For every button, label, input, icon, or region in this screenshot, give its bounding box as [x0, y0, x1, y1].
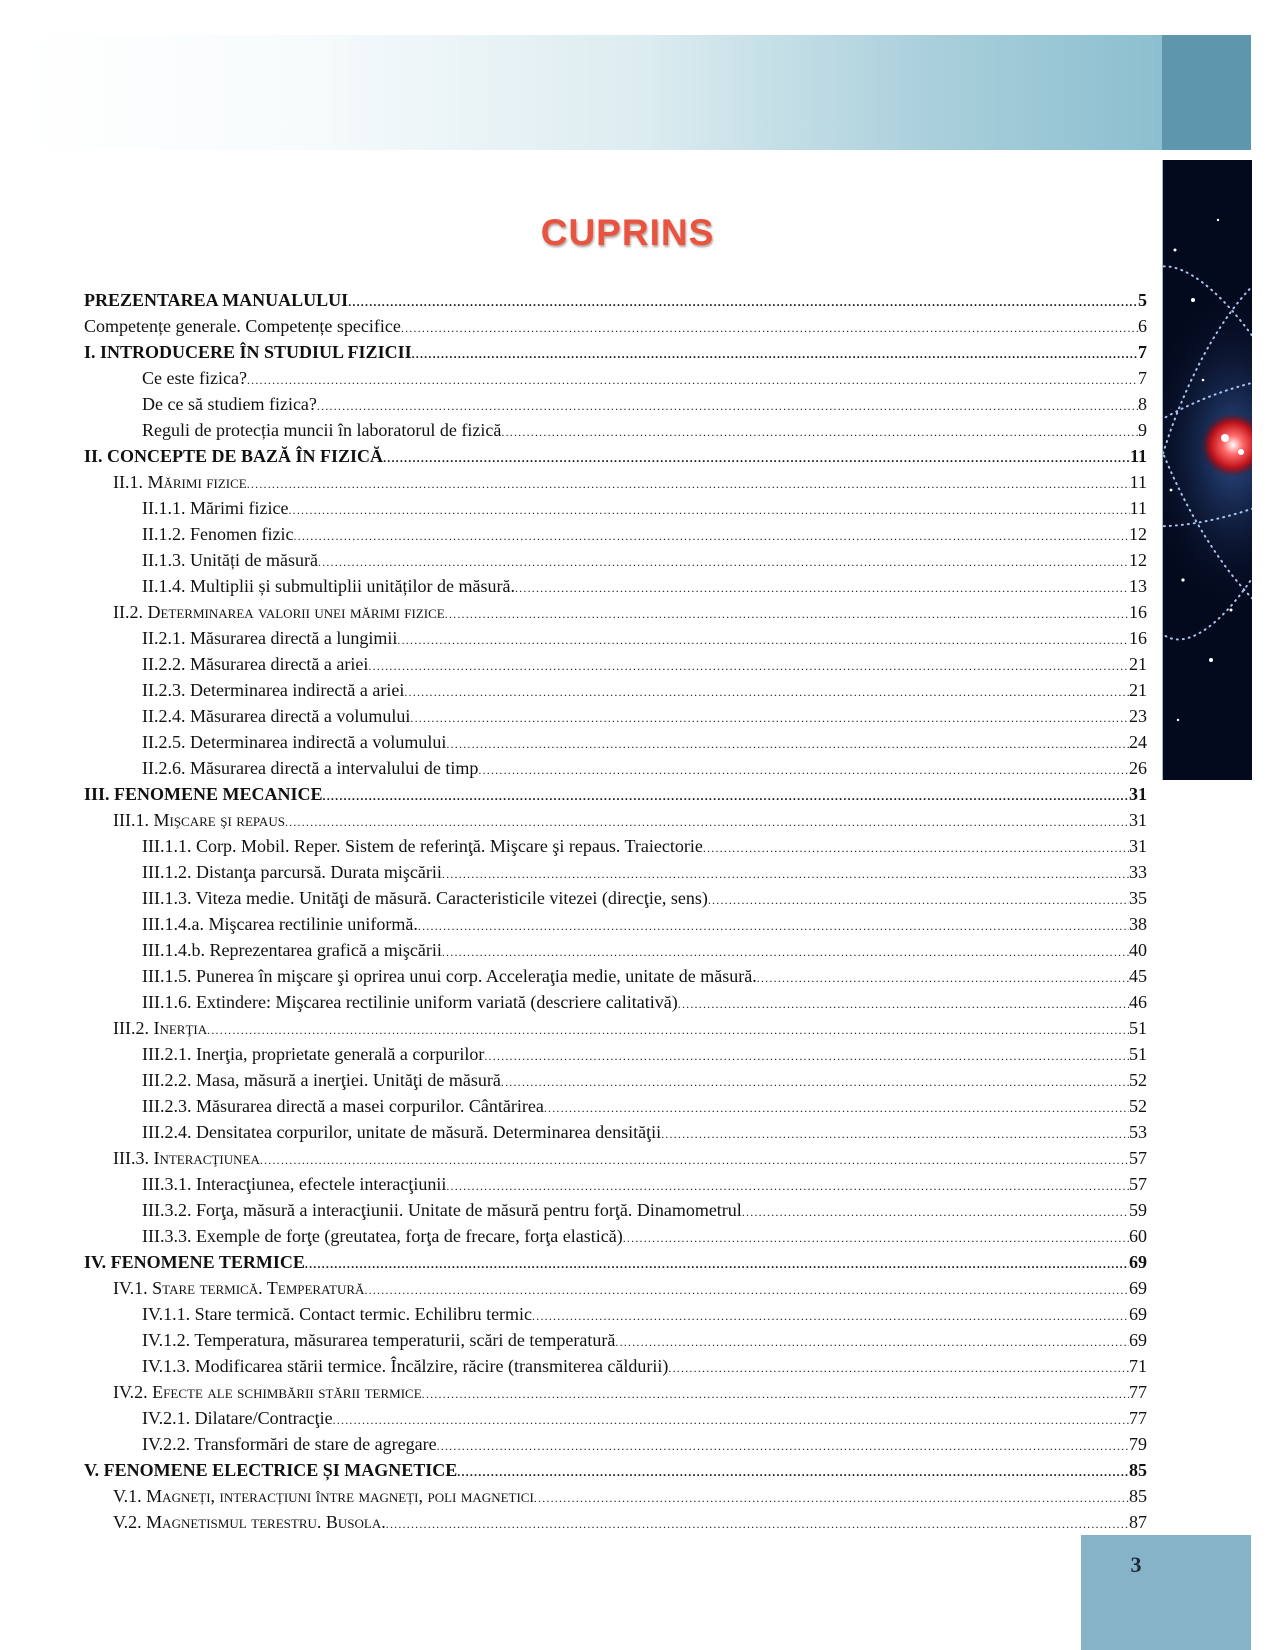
toc-dot-leader [247, 367, 1138, 393]
toc-dot-leader [615, 1329, 1129, 1355]
toc-entry-title: II.2. Determinarea valorii unei mărimi fizice [113, 602, 445, 622]
toc-dot-leader [532, 1303, 1129, 1329]
toc-entry-title: III.2. Inerţia [113, 1018, 208, 1038]
toc-entry-page: 57 [1129, 1148, 1147, 1168]
toc-dot-leader [323, 783, 1129, 809]
toc-entry-page: 45 [1129, 966, 1147, 986]
toc-entry-title: V. FENOMENE ELECTRICE ȘI MAGNETICE [84, 1460, 458, 1480]
toc-entry[interactable] [84, 1353, 1147, 1379]
toc-entry-page: 69 [1129, 1278, 1147, 1298]
toc-entry-page: 52 [1129, 1096, 1147, 1116]
toc-dot-leader [418, 913, 1129, 939]
toc-entry-page: 9 [1138, 420, 1147, 440]
header-gradient-band [16, 35, 1162, 150]
toc-entry[interactable] [84, 313, 1147, 339]
toc-dot-leader [484, 1043, 1129, 1069]
toc-entry-title: IV.1.3. Modificarea stării termice. Încălzire, răcire (transmiterea căldurii) [142, 1356, 669, 1376]
toc-entry-page: 51 [1129, 1018, 1147, 1038]
toc-dot-leader [623, 1225, 1129, 1251]
toc-dot-leader [446, 1173, 1129, 1199]
toc-entry-title: II.1. Mărimi fizice [113, 472, 247, 492]
toc-entry[interactable] [84, 703, 1147, 729]
toc-entry[interactable] [84, 1119, 1147, 1145]
toc-dot-leader [318, 549, 1129, 575]
toc-entry[interactable] [84, 755, 1147, 781]
toc-entry[interactable] [84, 1171, 1147, 1197]
toc-entry[interactable] [84, 1327, 1147, 1353]
toc-entry-title: II.2.3. Determinarea indirectă a ariei [142, 680, 405, 700]
toc-entry-page: 11 [1129, 498, 1147, 518]
toc-entry[interactable] [84, 521, 1147, 547]
toc-entry[interactable] [84, 911, 1147, 937]
toc-entry-title: III.1.1. Corp. Mobil. Reper. Sistem de referinţă. Mişcare şi repaus. Traiectorie [142, 836, 703, 856]
toc-entry-page: 57 [1129, 1174, 1147, 1194]
toc-entry-title: Reguli de protecția muncii în laboratorul de fizică [142, 420, 502, 440]
toc-dot-leader [501, 419, 1138, 445]
toc-entry[interactable] [84, 677, 1147, 703]
toc-entry[interactable] [84, 495, 1147, 521]
toc-entry[interactable] [84, 833, 1147, 859]
toc-entry[interactable] [84, 547, 1147, 573]
toc-dot-leader [285, 809, 1129, 835]
toc-entry-page: 52 [1129, 1070, 1147, 1090]
toc-entry-title: IV.1. Stare termică. Temperatură [113, 1278, 365, 1298]
toc-entry[interactable] [84, 963, 1147, 989]
toc-dot-leader [317, 393, 1138, 419]
toc-entry-title: IV.2.2. Transformări de stare de agregare [142, 1434, 437, 1454]
toc-dot-leader [288, 497, 1129, 523]
toc-dot-leader [422, 1381, 1129, 1407]
toc-entry-title: I. INTRODUCERE ÎN STUDIUL FIZICII [84, 342, 412, 362]
toc-dot-leader [446, 731, 1129, 757]
toc-entry[interactable] [84, 989, 1147, 1015]
toc-entry-page: 71 [1129, 1356, 1147, 1376]
toc-entry-page: 26 [1129, 758, 1147, 778]
toc-entry-title: II.2.2. Măsurarea directă a ariei [142, 654, 369, 674]
toc-entry-page: 13 [1129, 576, 1147, 596]
page-number: 3 [1130, 1552, 1142, 1577]
toc-entry[interactable] [84, 937, 1147, 963]
toc-entry-page: 8 [1138, 394, 1147, 414]
toc-entry-title: PREZENTAREA MANUALULUI [84, 290, 349, 310]
toc-entry[interactable] [84, 1223, 1147, 1249]
toc-entry-page: 69 [1129, 1252, 1147, 1272]
toc-dot-leader [442, 861, 1129, 887]
toc-entry[interactable] [84, 469, 1147, 495]
toc-dot-leader [457, 1459, 1129, 1485]
toc-entry[interactable] [84, 1275, 1147, 1301]
toc-entry-page: 21 [1129, 680, 1147, 700]
toc-entry-page: 24 [1129, 732, 1147, 752]
toc-entry-title: II.1.4. Multiplii și submultiplii unităților de măsură. [142, 576, 515, 596]
table-of-contents [84, 287, 1147, 1535]
toc-dot-leader [293, 523, 1129, 549]
toc-entry-page: 31 [1129, 836, 1147, 856]
toc-entry-page: 16 [1129, 602, 1147, 622]
toc-entry[interactable] [84, 781, 1147, 807]
toc-dot-leader [207, 1017, 1129, 1043]
toc-entry-page: 12 [1129, 524, 1147, 544]
toc-dot-leader [678, 991, 1129, 1017]
toc-entry[interactable] [84, 391, 1147, 417]
toc-entry[interactable] [84, 417, 1147, 443]
toc-entry-page: 59 [1129, 1200, 1147, 1220]
toc-entry-title: III.1.5. Punerea în mişcare şi oprirea unui corp. Acceleraţia medie, unitate de măsură. [142, 966, 757, 986]
toc-entry-page: 69 [1129, 1304, 1147, 1324]
header-accent-block [1162, 35, 1251, 150]
page-title: CUPRINS [540, 212, 715, 253]
toc-entry-page: 12 [1129, 550, 1147, 570]
toc-dot-leader [383, 445, 1130, 471]
toc-entry-title: II.1.1. Mărimi fizice [142, 498, 289, 518]
toc-entry-title: II.2.4. Măsurarea directă a volumului [142, 706, 411, 726]
toc-entry-page: 6 [1138, 316, 1147, 336]
toc-entry-title: De ce să studiem fizica? [142, 394, 317, 414]
toc-entry-page: 33 [1129, 862, 1147, 882]
toc-dot-leader [368, 653, 1129, 679]
toc-dot-leader [437, 1433, 1129, 1459]
toc-dot-leader [401, 315, 1138, 341]
toc-dot-leader [260, 1147, 1129, 1173]
toc-entry-page: 69 [1129, 1330, 1147, 1350]
toc-entry[interactable] [84, 807, 1147, 833]
toc-entry-title: V.1. Magneți, interacțiuni între magneți, poli magnetici [113, 1486, 534, 1506]
toc-dot-leader [442, 939, 1129, 965]
toc-dot-leader [412, 341, 1138, 367]
toc-entry[interactable] [84, 1301, 1147, 1327]
toc-entry[interactable] [84, 1067, 1147, 1093]
toc-entry-title: V.2. Magnetismul terestru. Busola. [113, 1512, 386, 1532]
toc-entry-page: 60 [1129, 1226, 1147, 1246]
toc-dot-leader [703, 835, 1129, 861]
toc-entry-title: III.3.3. Exemple de forţe (greutatea, forţa de frecare, forţa elastică) [142, 1226, 623, 1246]
toc-entry-title: Competențe generale. Competențe specifice [84, 316, 401, 336]
toc-entry[interactable] [84, 1145, 1147, 1171]
toc-entry[interactable] [84, 859, 1147, 885]
toc-dot-leader [544, 1095, 1129, 1121]
toc-entry-page: 38 [1129, 914, 1147, 934]
toc-entry-title: III.3.1. Interacţiunea, efectele interacţiunii [142, 1174, 447, 1194]
toc-entry[interactable] [84, 729, 1147, 755]
toc-entry-page: 7 [1138, 342, 1147, 362]
toc-entry-page: 7 [1138, 368, 1147, 388]
toc-entry-title: III.3. Interacţiunea [113, 1148, 260, 1168]
toc-entry-title: IV.2. Efecte ale schimbării stării termice [113, 1382, 422, 1402]
toc-entry-page: 51 [1129, 1044, 1147, 1064]
toc-entry-title: III.2.2. Masa, măsură a inerţiei. Unităţi de măsură [142, 1070, 501, 1090]
toc-entry[interactable] [84, 1405, 1147, 1431]
toc-entry-page: 79 [1129, 1434, 1147, 1454]
toc-entry-title: III.3.2. Forţa, măsură a interacţiunii. Unitate de măsură pentru forţă. Dinamometrul [142, 1200, 742, 1220]
toc-entry-page: 31 [1129, 810, 1147, 830]
toc-entry-page: 5 [1138, 290, 1147, 310]
toc-dot-leader [410, 705, 1129, 731]
toc-entry[interactable] [84, 1509, 1147, 1535]
toc-entry-title: III.2.4. Densitatea corpurilor, unitate de măsură. Determinarea densităţii [142, 1122, 662, 1142]
toc-entry-title: III.1. Mişcare şi repaus [113, 810, 285, 830]
toc-entry-page: 46 [1129, 992, 1147, 1012]
toc-entry-page: 85 [1129, 1460, 1147, 1480]
toc-entry-title: III.1.4.a. Mişcarea rectilinie uniformă. [142, 914, 418, 934]
toc-entry-title: IV.1.1. Stare termică. Contact termic. Echilibru termic [142, 1304, 533, 1324]
toc-entry-page: 31 [1129, 784, 1147, 804]
toc-entry-title: Ce este fizica? [142, 368, 247, 388]
toc-entry-page: 11 [1129, 472, 1147, 492]
toc-entry-title: III.1.4.b. Reprezentarea grafică a mişcării [142, 940, 442, 960]
toc-entry[interactable] [84, 1483, 1147, 1509]
toc-entry[interactable] [84, 443, 1147, 469]
toc-entry-page: 16 [1129, 628, 1147, 648]
toc-entry[interactable] [84, 1093, 1147, 1119]
toc-entry-title: III.1.2. Distanţa parcursă. Durata mişcării [142, 862, 442, 882]
toc-dot-leader [247, 471, 1130, 497]
toc-entry-title: II.2.1. Măsurarea directă a lungimii [142, 628, 398, 648]
toc-dot-leader [742, 1199, 1129, 1225]
toc-entry-page: 77 [1129, 1382, 1147, 1402]
toc-dot-leader [445, 601, 1129, 627]
toc-entry-page: 35 [1129, 888, 1147, 908]
toc-dot-leader [386, 1511, 1129, 1537]
toc-dot-leader [397, 627, 1129, 653]
toc-entry-title: III.2.3. Măsurarea directă a masei corpurilor. Cântărirea [142, 1096, 544, 1116]
toc-entry-page: 77 [1129, 1408, 1147, 1428]
toc-entry-page: 85 [1129, 1486, 1147, 1506]
toc-entry[interactable] [84, 1015, 1147, 1041]
toc-dot-leader [404, 679, 1129, 705]
toc-dot-leader [708, 887, 1129, 913]
toc-entry-title: II.2.6. Măsurarea directă a intervalului de timp [142, 758, 479, 778]
toc-entry-page: 23 [1129, 706, 1147, 726]
toc-entry[interactable] [84, 573, 1147, 599]
toc-dot-leader [348, 289, 1138, 315]
toc-entry[interactable] [84, 1379, 1147, 1405]
toc-entry-title: IV. FENOMENE TERMICE [84, 1252, 305, 1272]
toc-entry[interactable] [84, 1249, 1147, 1275]
toc-entry[interactable] [84, 625, 1147, 651]
toc-entry-page: 11 [1129, 446, 1147, 466]
toc-entry-title: II.1.3. Unități de măsură [142, 550, 318, 570]
toc-entry[interactable] [84, 1457, 1147, 1483]
toc-entry-title: III. FENOMENE MECANICE [84, 784, 323, 804]
toc-entry[interactable] [84, 599, 1147, 625]
toc-entry-title: IV.1.2. Temperatura, măsurarea temperaturii, scări de temperatură [142, 1330, 616, 1350]
toc-entry-title: II.1.2. Fenomen fizic [142, 524, 294, 544]
toc-dot-leader [661, 1121, 1129, 1147]
toc-dot-leader [501, 1069, 1129, 1095]
toc-dot-leader [333, 1407, 1129, 1433]
toc-entry-title: II.2.5. Determinarea indirectă a volumului [142, 732, 447, 752]
toc-entry[interactable] [84, 1197, 1147, 1223]
toc-entry-title: IV.2.1. Dilatare/Contracţie [142, 1408, 333, 1428]
toc-entry[interactable] [84, 885, 1147, 911]
toc-entry-page: 21 [1129, 654, 1147, 674]
toc-entry[interactable] [84, 365, 1147, 391]
toc-entry[interactable] [84, 287, 1147, 313]
toc-entry[interactable] [84, 1041, 1147, 1067]
toc-dot-leader [757, 965, 1129, 991]
toc-dot-leader [305, 1251, 1129, 1277]
toc-entry-title: III.1.6. Extindere: Mişcarea rectilinie uniform variată (descriere calitativă) [142, 992, 678, 1012]
toc-dot-leader [364, 1277, 1129, 1303]
toc-dot-leader [478, 757, 1129, 783]
toc-entry[interactable] [84, 339, 1147, 365]
toc-entry-title: II. CONCEPTE DE BAZĂ ÎN FIZICĂ [84, 446, 384, 466]
toc-dot-leader [668, 1355, 1129, 1381]
toc-entry-page: 53 [1129, 1122, 1147, 1142]
toc-dot-leader [515, 575, 1129, 601]
toc-entry[interactable] [84, 1431, 1147, 1457]
toc-dot-leader [534, 1485, 1129, 1511]
toc-entry-page: 87 [1129, 1512, 1147, 1532]
toc-entry-title: III.2.1. Inerţia, proprietate generală a corpurilor [142, 1044, 485, 1064]
toc-entry-title: III.1.3. Viteza medie. Unităţi de măsură. Caracteristicile vitezei (direcţie, sens) [142, 888, 708, 908]
toc-entry-page: 40 [1129, 940, 1147, 960]
toc-entry[interactable] [84, 651, 1147, 677]
